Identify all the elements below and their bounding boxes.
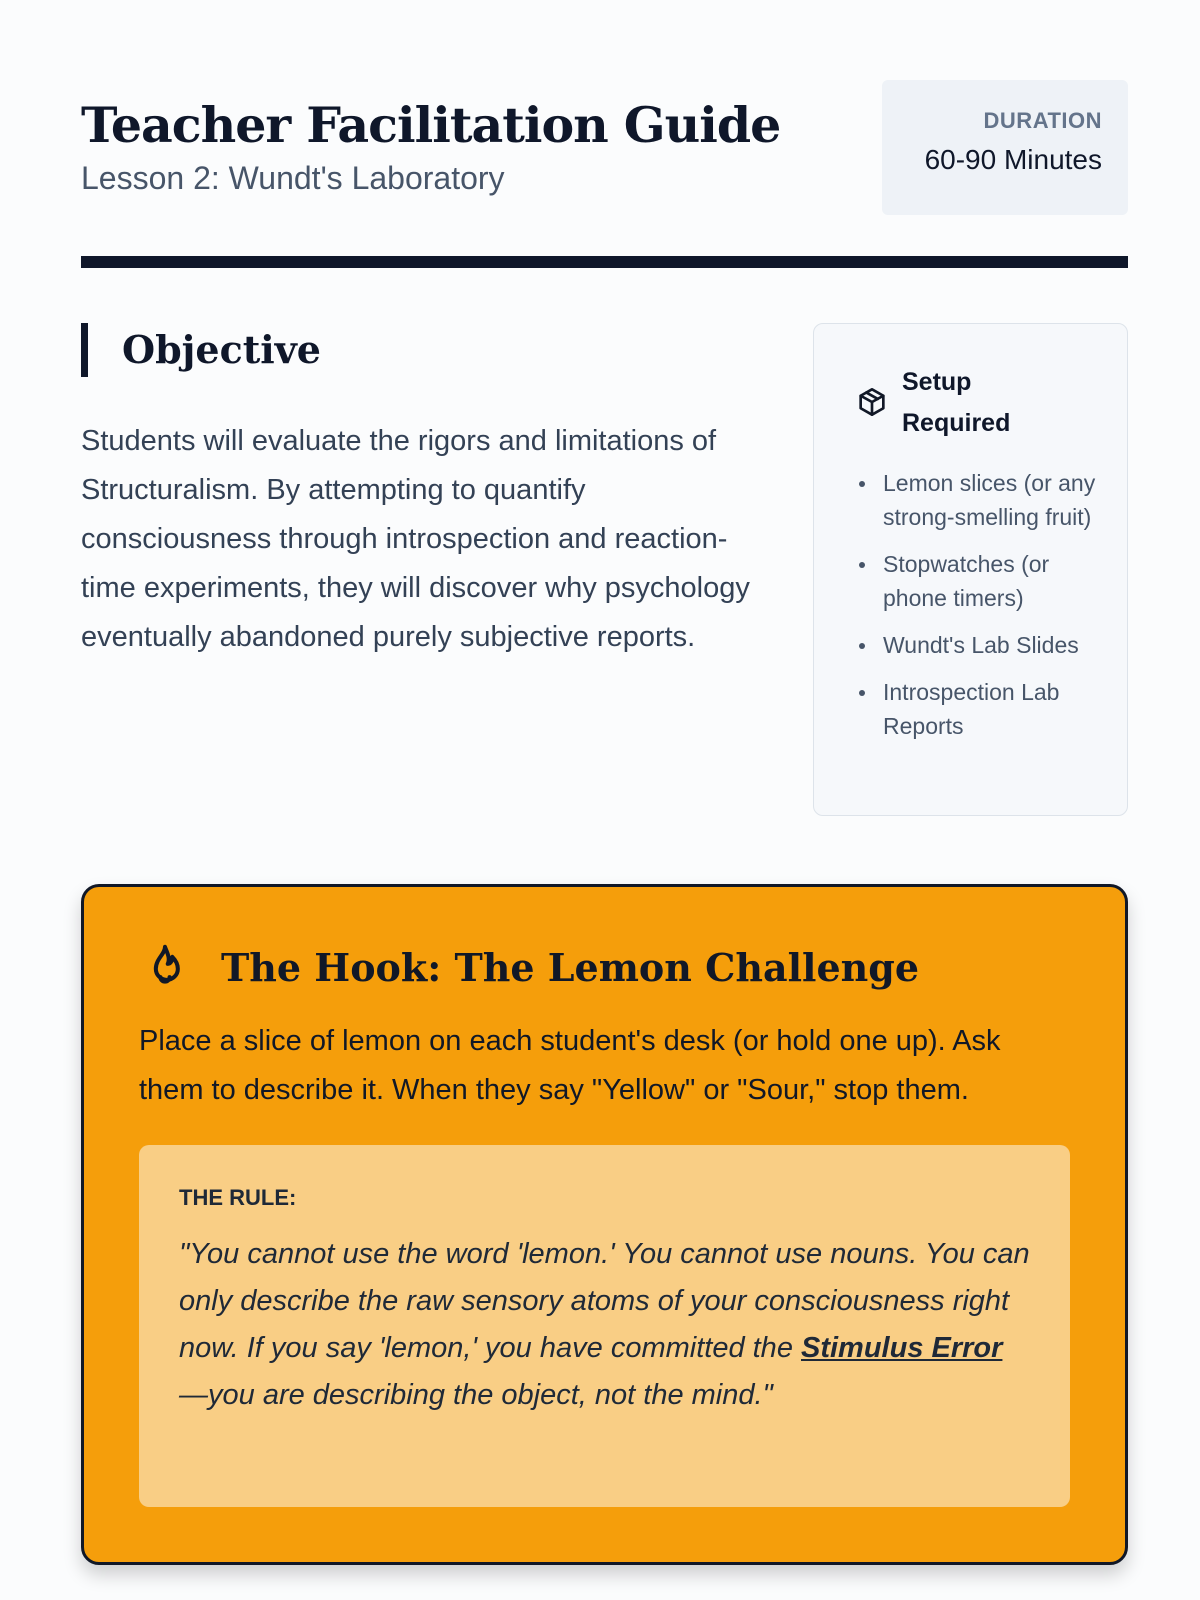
duration-label: DURATION (983, 108, 1102, 133)
duration-value: 60-90 Minutes (924, 144, 1102, 175)
list-item: Wundt's Lab Slides (856, 628, 1097, 662)
stimulus-error-term: Stimulus Error (801, 1332, 1003, 1364)
flame-icon (143, 943, 187, 991)
rule-label: THE RULE: (179, 1185, 297, 1210)
package-icon (856, 386, 888, 418)
hook-title: The Hook: The Lemon Challenge (221, 944, 920, 990)
hook-text: Place a slice of lemon on each student's desk (or hold one up). Ask them to describe it. When they say "Yellow" or "Sour," stop them. (139, 1025, 1001, 1106)
objective-section (81, 323, 761, 662)
hook-header (139, 943, 1070, 991)
rule-quote-before: "You cannot use the word 'lemon.' You cannot use nouns. You can only describe the raw sensory atoms of your consciousness right now. If you say 'lemon,' you have committed the (179, 1238, 1030, 1364)
rule-quote-after: —you are describing the object, not the mind." (179, 1379, 773, 1411)
list-item: Introspection Lab Reports (856, 675, 1097, 743)
setup-card (813, 323, 1128, 816)
header-divider (81, 256, 1128, 268)
rule-box (139, 1145, 1070, 1507)
header (81, 80, 1128, 215)
setup-header (856, 362, 1097, 444)
rule-quote (179, 1231, 1030, 1419)
duration-box (882, 80, 1128, 215)
setup-title: Setup Required (902, 368, 1011, 437)
objective-heading: Objective (81, 323, 761, 377)
hook-card (81, 884, 1128, 1565)
setup-list (856, 466, 1097, 743)
objective-text: Students will evaluate the rigors and limitations of Structuralism. By attempting to quantify consciousness through introspection and reaction-time experiments, they will discover why psychology eventually abandoned purely subjective reports. (81, 425, 750, 653)
page-title: Teacher Facilitation Guide (81, 96, 781, 154)
list-item: Stopwatches (or phone timers) (856, 547, 1097, 615)
lesson-subtitle: Lesson 2: Wundt's Laboratory (81, 160, 505, 196)
list-item: Lemon slices (or any strong-smelling fruit) (856, 466, 1097, 534)
